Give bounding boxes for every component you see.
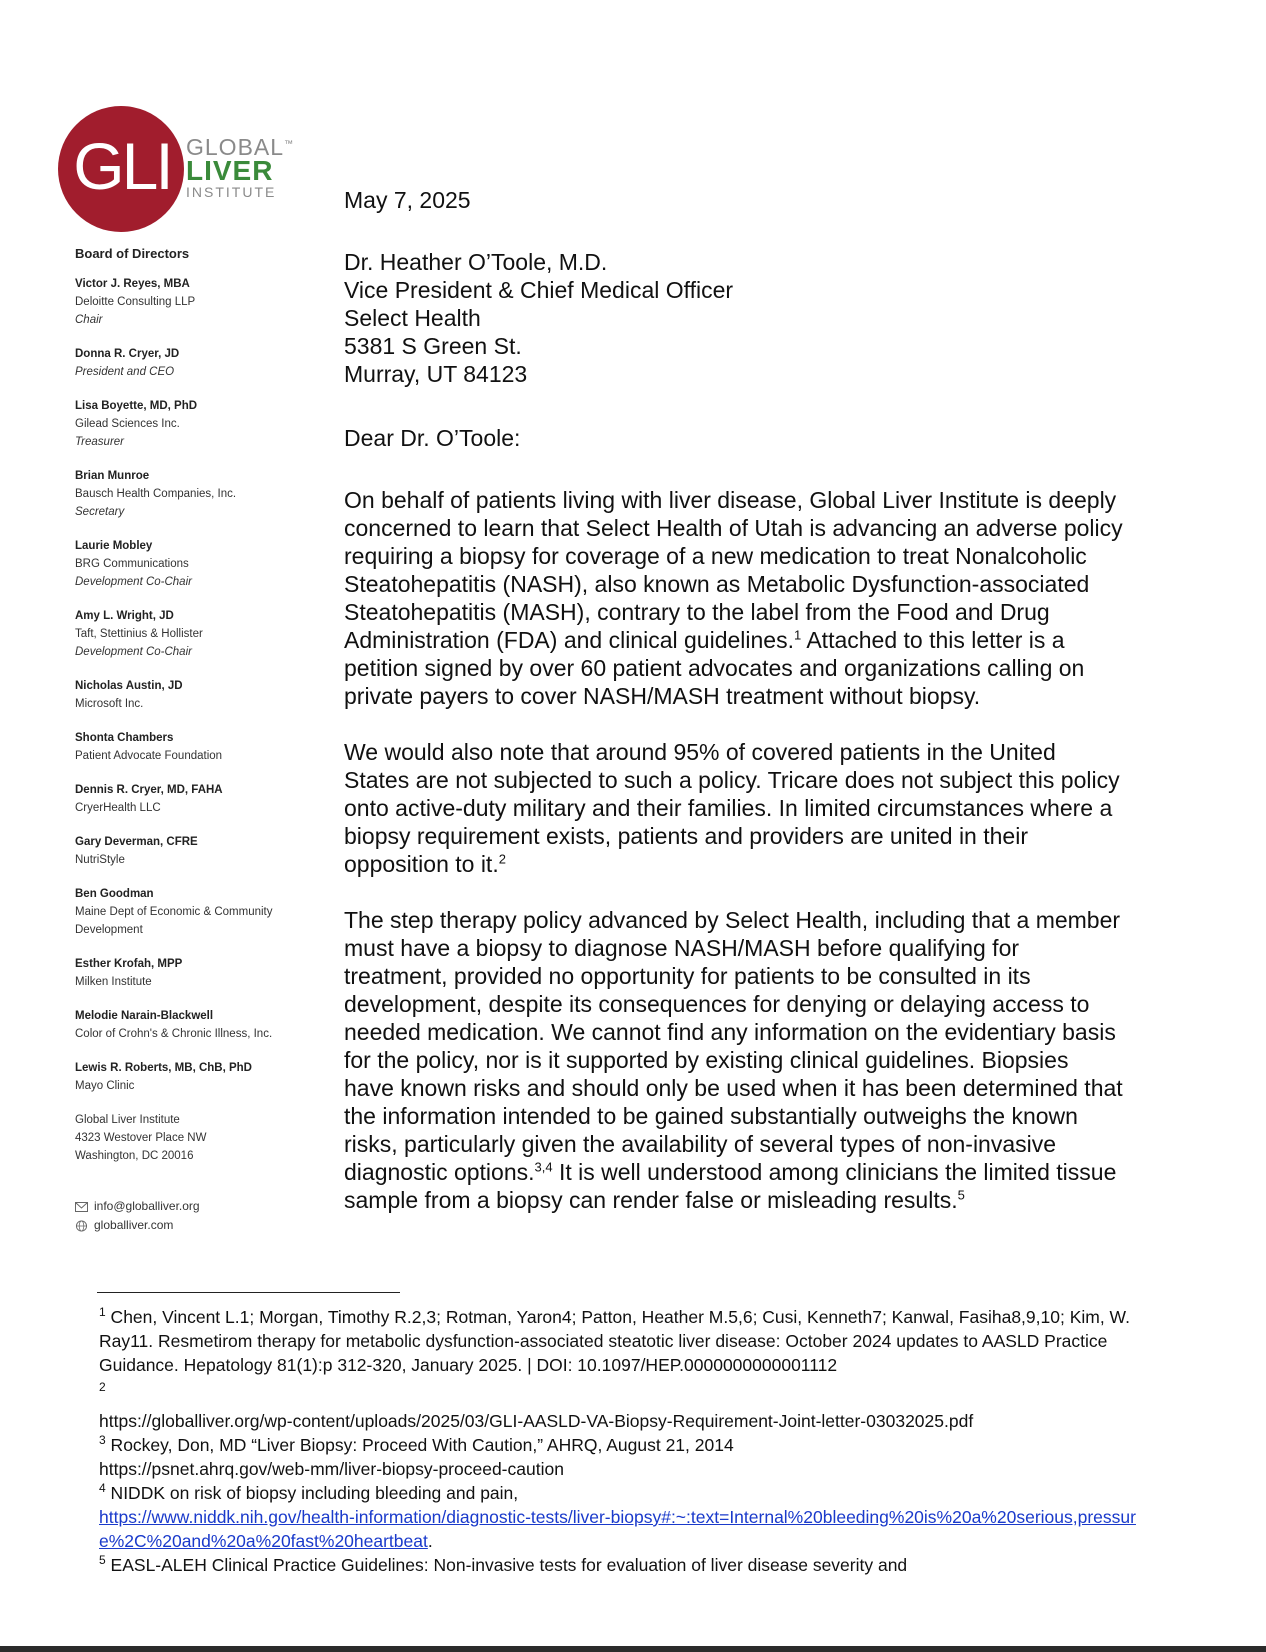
footnote-3-url[interactable]: https://psnet.ahrq.gov/web-mm/liver-biopsy-proceed-caution bbox=[99, 1459, 564, 1479]
paragraph-text: We would also note that around 95% of covered patients in the United States are not subjected to such a policy. Tricare does not subject this policy onto active-duty military and their families. In limited circumstances where a biopsy requirement exists, patients and providers are united in their opposition to it. bbox=[344, 739, 1120, 877]
email-row bbox=[75, 1197, 325, 1216]
member-name: Brian Munroe bbox=[75, 470, 150, 482]
member-organization: Color of Crohn's & Chronic Illness, Inc. bbox=[75, 1028, 273, 1040]
page-bottom-edge bbox=[0, 1646, 1266, 1652]
member-organization: Deloitte Consulting LLP bbox=[75, 296, 196, 308]
footnote-ref[interactable]: 1 bbox=[793, 627, 802, 643]
address-line: Global Liver Institute bbox=[75, 1114, 180, 1126]
member-name: Esther Krofah, MPP bbox=[75, 958, 183, 970]
board-member bbox=[75, 275, 325, 329]
website-row bbox=[75, 1216, 325, 1235]
salutation: Dear Dr. O’Toole: bbox=[344, 425, 521, 451]
logo-word-institute: INSTITUTE bbox=[186, 184, 277, 200]
board-title: Board of Directors bbox=[75, 246, 190, 261]
board-member bbox=[75, 885, 325, 939]
footnote-number: 5 bbox=[99, 1553, 106, 1568]
board-member bbox=[75, 607, 325, 661]
footnote-ref[interactable]: 5 bbox=[957, 1187, 965, 1203]
board-member bbox=[75, 1059, 325, 1095]
footnote-2 bbox=[99, 1409, 1139, 1433]
board-member bbox=[75, 833, 325, 869]
board-member bbox=[75, 677, 325, 713]
member-organization: Gilead Sciences Inc. bbox=[75, 418, 180, 430]
logo-word-liver: LIVER bbox=[186, 155, 274, 186]
letter-date: May 7, 2025 bbox=[344, 187, 471, 213]
member-role: President and CEO bbox=[75, 366, 175, 378]
member-name: Melodie Narain-Blackwell bbox=[75, 1010, 214, 1022]
footnote-text: . bbox=[427, 1531, 433, 1551]
board-member bbox=[75, 345, 325, 381]
member-organization: Taft, Stettinius & Hollister bbox=[75, 628, 203, 640]
member-name: Shonta Chambers bbox=[75, 732, 174, 744]
member-organization: Microsoft Inc. bbox=[75, 698, 144, 710]
board-member bbox=[75, 1007, 325, 1043]
letter-body bbox=[344, 186, 1124, 1242]
footnote-ref[interactable]: 3,4 bbox=[534, 1159, 553, 1175]
footnote-divider bbox=[97, 1292, 400, 1293]
footnote-5 bbox=[99, 1553, 1139, 1577]
member-organization: Patient Advocate Foundation bbox=[75, 750, 223, 762]
globe-icon bbox=[75, 1220, 88, 1232]
member-role: Chair bbox=[75, 314, 103, 326]
member-name: Ben Goodman bbox=[75, 888, 154, 900]
paragraph-text: The step therapy policy advanced by Select Health, including that a member must have a biopsy to diagnose NASH/MASH before qualifying for treatment, provided no opportunity for patients to be consulted in its development, despite its consequences for denying or delaying access to needed medication. We cannot find any information on the evidentiary basis for the policy, nor is it supported by existing clinical guidelines. Biopsies have known risks and should only be used when it has been determined that the information intended to be gained substantially outweighs the known risks, particularly given the availability of several types of non-invasive diagnostic options. bbox=[344, 907, 1123, 1185]
logo-trademark: ™ bbox=[284, 138, 295, 149]
website-link[interactable]: globalliver.com bbox=[94, 1218, 174, 1232]
recipient-line: Vice President & Chief Medical Officer bbox=[344, 277, 734, 303]
paragraph-2 bbox=[344, 738, 1124, 878]
footnote-number: 4 bbox=[99, 1481, 106, 1496]
board-member bbox=[75, 955, 325, 991]
address-line: 4323 Westover Place NW bbox=[75, 1132, 207, 1144]
member-organization: Mayo Clinic bbox=[75, 1080, 135, 1092]
board-member bbox=[75, 781, 325, 817]
recipient-address bbox=[344, 248, 1124, 388]
paragraph-text: Attached to this letter is a petition signed by over 60 patient advocates and organizations calling on private payers to cover NASH/MASH treatment without biopsy. bbox=[344, 627, 1085, 709]
logo-mark: GLI bbox=[73, 129, 171, 203]
footnote-text: Chen, Vincent L.1; Morgan, Timothy R.2,3; Rotman, Yaron4; Patton, Heather M.5,6; Cusi, Kenneth7; Kanwal, Fasiha8,9,10; Kim, W. Ray11. Resmetirom therapy for metabolic dysfunction-associated steatotic liver disease: October 2024 updates to AASLD Practice Guidance. Hepatology 81(1):p 312-320, January 2025. | DOI: 10.1097/HEP.0000000000001112 bbox=[99, 1307, 1130, 1375]
board-member bbox=[75, 729, 325, 765]
member-name: Lewis R. Roberts, MB, ChB, PhD bbox=[75, 1062, 252, 1074]
recipient-line: Murray, UT 84123 bbox=[344, 361, 528, 387]
member-organization: BRG Communications bbox=[75, 558, 189, 570]
footnote-ref[interactable]: 2 bbox=[498, 851, 506, 867]
member-name: Laurie Mobley bbox=[75, 540, 153, 552]
footnote-number: 3 bbox=[99, 1433, 106, 1448]
member-role: Development Co-Chair bbox=[75, 646, 192, 658]
recipient-line: 5381 S Green St. bbox=[344, 333, 522, 359]
member-name: Lisa Boyette, MD, PhD bbox=[75, 400, 198, 412]
member-role: Secretary bbox=[75, 506, 125, 518]
logo-word-global: GLOBAL bbox=[186, 134, 285, 160]
footnote-text: Rockey, Don, MD “Liver Biopsy: Proceed With Caution,” AHRQ, August 21, 2014 bbox=[105, 1435, 734, 1455]
email-link[interactable]: info@globalliver.org bbox=[94, 1199, 200, 1213]
board-sidebar bbox=[75, 246, 325, 1235]
footnote-text[interactable]: https://globalliver.org/wp-content/uploads/2025/03/GLI-AASLD-VA-Biopsy-Requirement-Joint-letter-03032025.pdf bbox=[99, 1411, 974, 1431]
address-line: Washington, DC 20016 bbox=[75, 1150, 194, 1162]
member-name: Donna R. Cryer, JD bbox=[75, 348, 180, 360]
contact-info bbox=[75, 1197, 325, 1235]
footnotes bbox=[99, 1305, 1139, 1577]
footnote-text: NIDDK on risk of biopsy including bleeding and pain, bbox=[105, 1483, 519, 1503]
footnote-text: EASL-ALEH Clinical Practice Guidelines: Non-invasive tests for evaluation of liver disease severity and bbox=[105, 1555, 908, 1575]
paragraph-3 bbox=[344, 906, 1124, 1214]
paragraph-text: It is well understood among clinicians the limited tissue sample from a biopsy can render false or misleading results. bbox=[344, 1159, 1117, 1213]
member-organization: Maine Dept of Economic & Community Development bbox=[75, 906, 273, 936]
board-member bbox=[75, 397, 325, 451]
footnote-number: 1 bbox=[99, 1305, 106, 1320]
member-name: Gary Deverman, CFRE bbox=[75, 836, 198, 848]
board-member bbox=[75, 537, 325, 591]
member-name: Dennis R. Cryer, MD, FAHA bbox=[75, 784, 223, 796]
footnote-1 bbox=[99, 1305, 1139, 1377]
mail-icon bbox=[75, 1201, 88, 1213]
member-organization: CryerHealth LLC bbox=[75, 802, 161, 814]
logo-wordmark bbox=[186, 136, 294, 200]
member-name: Amy L. Wright, JD bbox=[75, 610, 174, 622]
board-member-list bbox=[75, 275, 325, 1095]
member-name: Victor J. Reyes, MBA bbox=[75, 278, 190, 290]
paragraph-1 bbox=[344, 486, 1124, 710]
footnote-4-link[interactable]: https://www.niddk.nih.gov/health-information/diagnostic-tests/liver-biopsy#:~:text=Internal%20bleeding%20is%20a%20serious,pressure%2C%20and%20a%20fast%20heartbeat bbox=[99, 1507, 1136, 1551]
org-address bbox=[75, 1111, 325, 1165]
footnote-number: 2 bbox=[99, 1380, 106, 1394]
member-role: Treasurer bbox=[75, 436, 124, 448]
recipient-line: Select Health bbox=[344, 305, 481, 331]
gli-logo bbox=[58, 106, 308, 236]
member-organization: NutriStyle bbox=[75, 854, 125, 866]
member-role: Development Co-Chair bbox=[75, 576, 192, 588]
paragraph-text: On behalf of patients living with liver disease, Global Liver Institute is deeply concerned to learn that Select Health of Utah is advancing an adverse policy requiring a biopsy for coverage of a new medication to treat Nonalcoholic Steatohepatitis (NASH), also known as Metabolic Dysfunction-associated Steatohepatitis (MASH), contrary to the label from the Food and Drug Administration (FDA) and clinical guidelines. bbox=[344, 487, 1123, 653]
footnote-4-link-line bbox=[99, 1505, 1139, 1553]
member-organization: Bausch Health Companies, Inc. bbox=[75, 488, 237, 500]
member-name: Nicholas Austin, JD bbox=[75, 680, 183, 692]
footnote-3 bbox=[99, 1433, 1139, 1457]
footnote-4 bbox=[99, 1481, 1139, 1505]
member-organization: Milken Institute bbox=[75, 976, 152, 988]
board-member bbox=[75, 467, 325, 521]
recipient-line: Dr. Heather O’Toole, M.D. bbox=[344, 249, 608, 275]
